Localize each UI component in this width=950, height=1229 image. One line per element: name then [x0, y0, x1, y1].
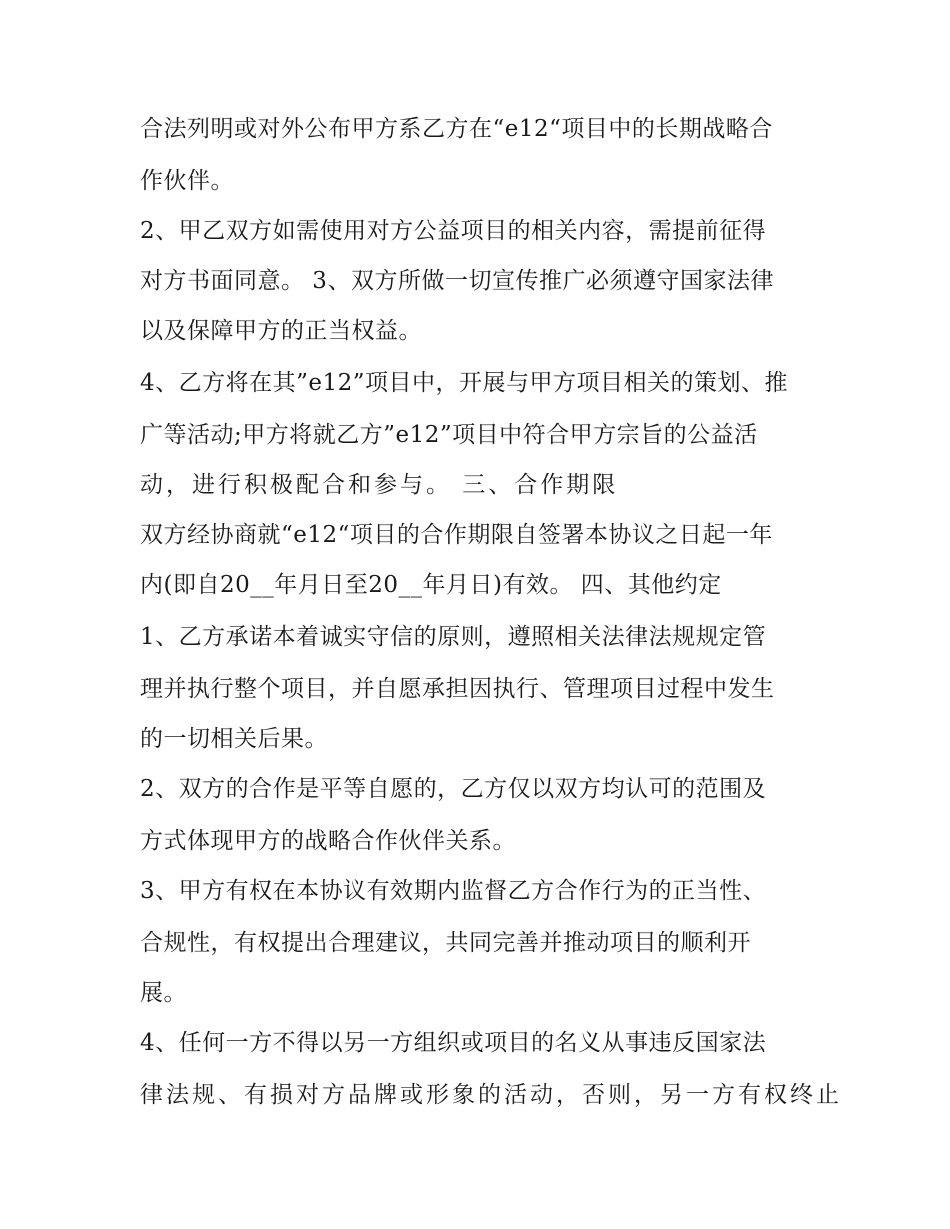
- text-line: 双方经协商就“e12“项目的合作期限自签署本协议之日起一年: [140, 522, 773, 548]
- text-line: 理并执行整个项目，并自愿承担因执行、管理项目过程中发生: [140, 676, 775, 702]
- text-line: 3、甲方有权在本协议有效期内监督乙方合作行为的正当性、: [140, 878, 767, 904]
- text-line: 的一切相关后果。: [140, 726, 328, 752]
- text-line: 4、乙方将在其”e12”项目中，开展与甲方项目相关的策划、推: [140, 370, 789, 396]
- text-line: 4、任何一方不得以另一方组织或项目的名义从事违反国家法: [140, 1030, 767, 1056]
- text-line: 对方书面同意。 3、双方所做一切宣传推广必须遵守国家法律: [140, 268, 774, 294]
- text-line: 方式体现甲方的战略合作伙伴关系。: [140, 828, 516, 854]
- text-line: 合法列明或对外公布甲方系乙方在“e12“项目中的长期战略合: [140, 116, 773, 142]
- text-line: 作伙伴。: [140, 168, 234, 194]
- text-line: 广等活动;甲方将就乙方”e12”项目中符合甲方宗旨的公益活: [140, 422, 758, 448]
- text-line: 以及保障甲方的正当权益。: [140, 318, 422, 344]
- text-line: 2、双方的合作是平等自愿的，乙方仅以双方均认可的范围及: [140, 776, 767, 802]
- text-line: 动，进行积极配合和参与。 三、合作期限: [140, 472, 619, 498]
- text-line: 合规性，有权提出合理建议，共同完善并推动项目的顺利开: [140, 930, 751, 956]
- text-line: 1、乙方承诺本着诚实守信的原则，遵照相关法律法规规定管: [140, 624, 767, 650]
- text-line: 律法规、有损对方品牌或形象的活动，否则，另一方有权终止: [140, 1082, 842, 1108]
- text-line: 内(即自20__年月日至20__年月日)有效。 四、其他约定: [140, 572, 722, 598]
- text-line: 展。: [140, 980, 187, 1006]
- text-line: 2、甲乙双方如需使用对方公益项目的相关内容，需提前征得: [140, 218, 767, 244]
